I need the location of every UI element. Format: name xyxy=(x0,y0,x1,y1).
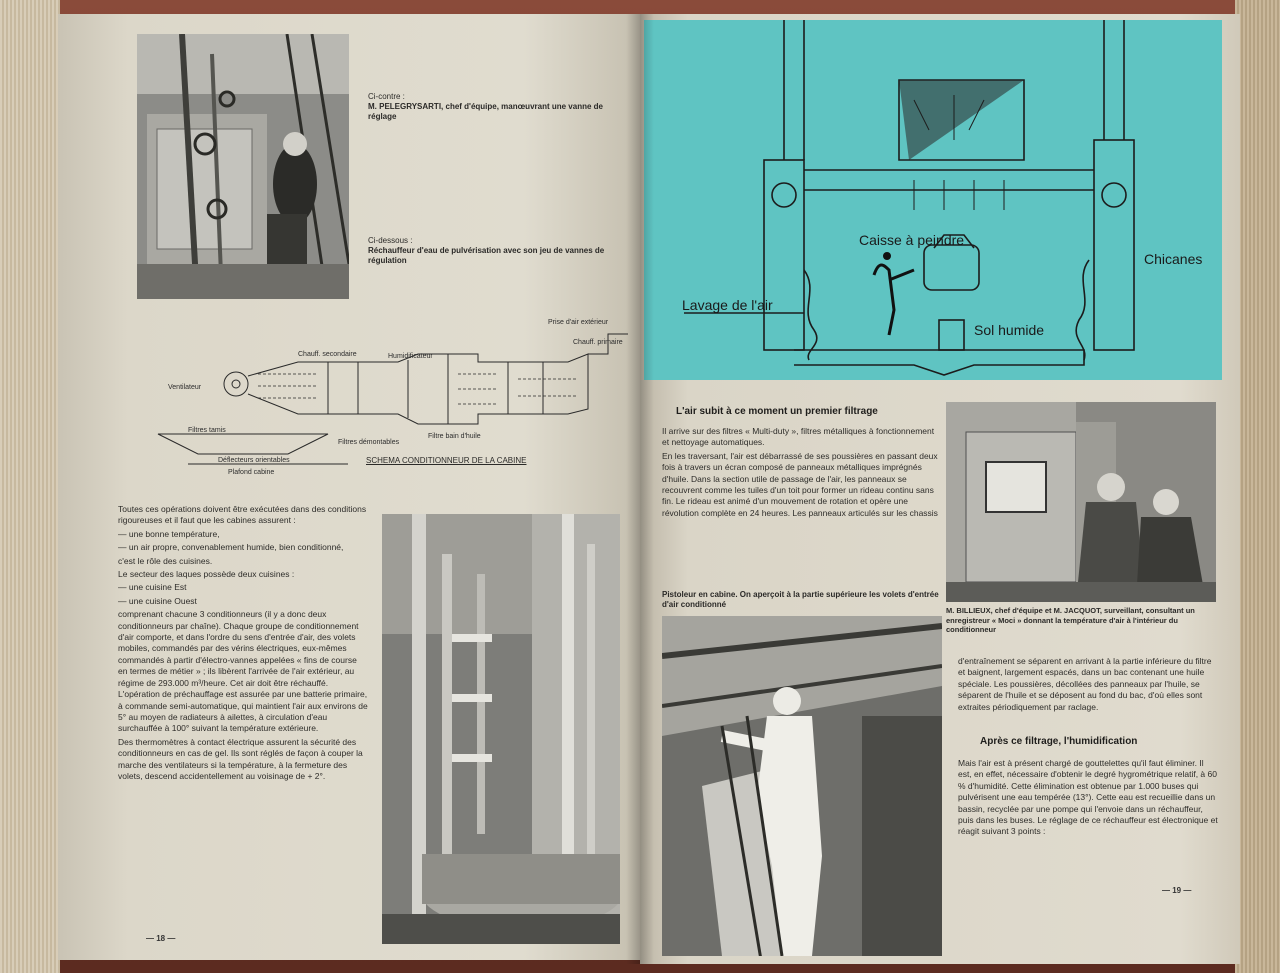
label-filtres-tamis: Filtres tamis xyxy=(188,427,226,434)
label-prise-air: Prise d'air extérieur xyxy=(548,319,609,326)
heading-humidification: Après ce filtrage, l'humidification xyxy=(980,736,1138,747)
caption-billieux: M. BILLIEUX, chef d'équipe et M. JACQUOT, surveillant, consultant un enregistreur « Moci » donnant la température d'air à l'intérieur du conditionneur xyxy=(946,606,1195,634)
left-page xyxy=(58,14,640,960)
label-lavage: Lavage de l'air xyxy=(682,297,773,313)
photo-recorder-inspection xyxy=(946,402,1216,602)
caption-middle: Ci-dessous : Réchauffeur d'eau de pulvérisation avec son jeu de vannes de régulation xyxy=(368,236,605,265)
label-plafond: Plafond cabine xyxy=(228,469,275,476)
page-edges-right xyxy=(1235,0,1280,973)
caption-pistoleur: Pistoleur en cabine. On aperçoit à la partie supérieure les volets d'entrée d'air conditionné xyxy=(662,590,939,609)
left-body-text: Toutes ces opérations doivent être exécutées dans des conditions rigoureuses et il faut que les cabines assurent : — une bonne température, — un air propre, convenablement humide, bien conditionné, c'est le rôle des cuisines. Le secteur des laques possède deux cuisines : — une cuisine Est — une cuisine Ouest comprenant chacune 3 conditionneurs (il y a donc deux conditionneurs par chaîne). Chaque groupe de conditionnement d'air comporte, et dans l'ordre du sens d'entrée d'air, des volets mobiles, commandés par des vérins électriques, eux-mêmes commandés à partir d'électro-vannes appelées « fins de course en termes de métier » ; ils libèrent l'arrivée de l'air extérieur, au régime de 293.000 m³/heure. Cet air doit être réchauffé. L'opération de préchauffage est assurée par une batterie primaire, à commande semi-automatique, qui maintient l'air aux environs de 5° au moyen de radiateurs à ailettes, à circulation d'eau surchauffée à 100° suivant la température extérieure. Des thermomètres à contact électrique assurent la sécurité des conditionneurs en cas de gel. Ils sont réglés de façon à couper la marche des ventilateurs si la température, à la fermeture des volets, descend accidentellement au voisinage de + 2°. xyxy=(118,504,368,781)
label-chicanes: Chicanes xyxy=(1144,251,1203,267)
photo-valve-operator xyxy=(137,34,349,299)
right-col1-text: Il arrive sur des filtres « Multi-duty », filtres métalliques à fonctionnement et nettoyage automatiques. En les traversant, l'air est débarrassé de ses poussières en passant deux fois à travers un écran composé de panneaux métalliques imprégnés d'huile. Dans la section utile de passage de l'air, les panneaux se recouvrent comme les tuiles d'un toit pour former un rideau continu sans fin. Le rideau est animé d'un mouvement de rotation et opère une révolution complète en 24 heures. Les panneaux articulés sur les chassis xyxy=(662,426,938,518)
left-folio: — 18 — xyxy=(146,934,176,943)
photo-water-heater xyxy=(382,514,620,944)
label-chauff-secondaire: Chauff. secondaire xyxy=(298,351,357,358)
page-gutter-shadow xyxy=(626,14,654,964)
label-deflecteurs: Déflecteurs orientables xyxy=(218,457,290,464)
label-caisse: Caisse à peindre xyxy=(859,232,965,248)
label-filtre-bain: Filtre bain d'huile xyxy=(428,433,481,440)
label-chauff-primaire: Chauff. primaire xyxy=(573,339,623,346)
right-folio: — 19 — xyxy=(1162,886,1192,895)
conditioner-schematic xyxy=(148,314,628,479)
page-edges-left xyxy=(0,0,60,973)
schema-title: SCHEMA CONDITIONNEUR DE LA CABINE xyxy=(366,456,527,465)
label-sol: Sol humide xyxy=(974,322,1045,338)
photo-painter-booth xyxy=(662,616,942,956)
label-ventilateur: Ventilateur xyxy=(168,384,202,391)
paint-booth-diagram xyxy=(644,20,1222,380)
caption-top: Ci-contre : M. PELEGRYSARTI, chef d'équipe, manœuvrant une vanne de réglage xyxy=(368,92,603,121)
label-humidificateur: Humidificateur xyxy=(388,353,433,360)
heading-premier-filtrage: L'air subit à ce moment un premier filtrage xyxy=(676,406,878,417)
label-filtres-demontables: Filtres démontables xyxy=(338,439,400,446)
right-col2-text-1: d'entraînement se séparent en arrivant à la partie inférieure du filtre et baignent, largement espacés, dans un bac contenant une huile spéciale. Les poussières, décollées des panneaux par l'huile, se séparent de l'huile et se déposent au fond du bac, d'où elles sont extraites périodiquement par raclage. xyxy=(958,656,1212,712)
right-page xyxy=(640,14,1240,964)
right-col2-text-2: Mais l'air est à présent chargé de gouttelettes qu'il faut éliminer. Il est, en effet, nécessaire d'obtenir le degré hygrométrique relatif, à 60 % d'humidité. Cette élimination est obtenue par 1.000 buses qui pulvérisent une eau tempérée (13°). Cette eau est recueillie dans un bassin, recyclée par une pompe qui l'envoie dans un réchauffeur, puis dans les buses. Le réglage de ce réchauffeur est électronique et réagit suivant 3 points : xyxy=(958,758,1218,837)
